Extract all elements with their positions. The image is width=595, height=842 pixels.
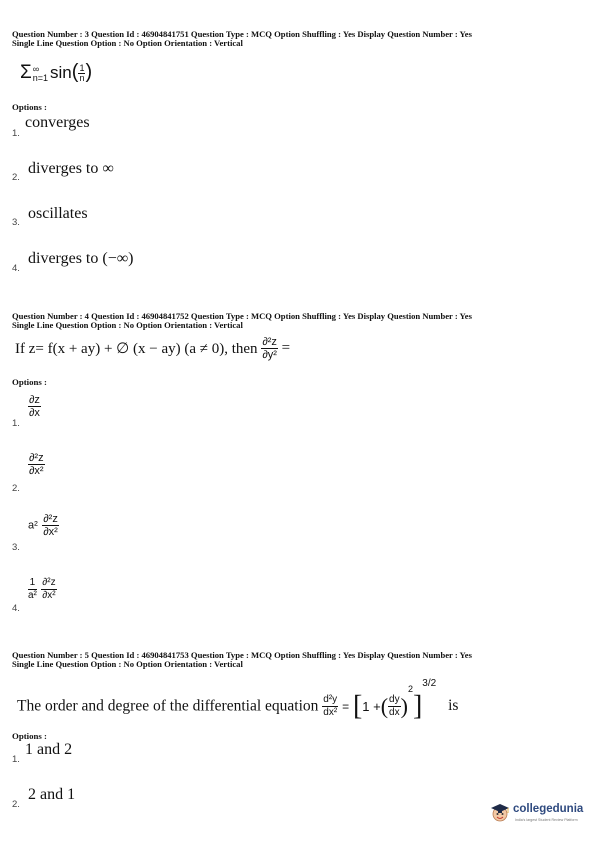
stem-text: If z= f(x + ay) + ∅ (x − ay) (a ≠ 0), then	[15, 341, 258, 357]
logo-tagline: India's largest Student Review Platform	[515, 818, 578, 822]
inner-fraction-numerator: dy	[389, 693, 400, 705]
question-4-header-line1: Question Number : 4 Question Id : 46904841752 Question Type : MCQ Option Shuffling : Yes Display Question Number : Yes	[12, 311, 472, 321]
option-fraction-numerator: ∂²z	[29, 452, 44, 464]
option-text: 1 and 2	[25, 741, 73, 758]
option-fraction-denominator: ∂x²	[42, 590, 56, 601]
option-number: 2.	[12, 172, 20, 183]
stem-fraction-numerator: ∂²z	[262, 336, 277, 348]
option-number: 3.	[12, 217, 20, 228]
option-coefficient: a²	[28, 519, 38, 532]
option-fraction-denominator: ∂x²	[29, 465, 44, 477]
question-3-stem: Σ ∞ n=1 sin( $\frac{1}{n}$ )	[20, 61, 93, 84]
sigma-symbol: Σ	[20, 62, 32, 83]
question-3-header-line2: Single Line Question Option : No Option Orientation : Vertical	[12, 38, 243, 48]
option-coefficient-numerator: 1	[29, 577, 36, 588]
question-5-options-label: Options :	[12, 731, 47, 741]
option-math	[28, 577, 57, 602]
stem-equals: =	[281, 340, 291, 356]
option-fraction-numerator: ∂z	[29, 394, 40, 406]
question-5-header-line1: Question Number : 5 Question Id : 46904841753 Question Type : MCQ Option Shuffling : Yes Display Question Number : Yes	[12, 650, 472, 660]
stem-fraction-numerator: d²y	[323, 693, 338, 705]
question-4-stem	[15, 336, 290, 361]
option-text: diverges to (−∞)	[28, 250, 134, 267]
question-5-header-line2: Single Line Question Option : No Option Orientation : Vertical	[12, 659, 243, 669]
option-fraction-denominator: ∂x	[29, 407, 40, 419]
option-math	[28, 394, 41, 419]
stem-fraction-numerator: 1	[79, 63, 85, 74]
stem-one-plus: 1 +	[362, 698, 381, 714]
logo-text: collegedunia	[513, 803, 584, 815]
stem-fraction-denominator: ∂y²	[262, 349, 277, 361]
stem-fraction-denominator: n	[79, 73, 85, 84]
inner-exponent: 2	[407, 684, 413, 694]
question-4-options-label: Options :	[12, 377, 47, 387]
option-text: converges	[25, 114, 90, 131]
option-fraction-numerator: ∂²z	[43, 513, 58, 525]
inner-fraction-denominator: dx	[389, 706, 400, 718]
option-number: 1.	[12, 128, 20, 139]
option-number: 2.	[12, 483, 20, 494]
option-math	[28, 452, 45, 477]
option-text: diverges to ∞	[28, 160, 114, 177]
option-number: 1.	[12, 754, 20, 765]
collegedunia-logo	[489, 799, 589, 825]
option-number: 2.	[12, 799, 20, 810]
option-coefficient-denominator: a²	[28, 590, 37, 601]
sum-lower-limit: n=1	[32, 72, 49, 83]
option-number: 1.	[12, 418, 20, 429]
option-fraction-numerator: ∂²z	[42, 577, 56, 588]
sum-upper-limit: ∞	[32, 63, 40, 74]
sin-function: sin	[50, 63, 72, 82]
question-5-stem: The order and degree of the differential equation $\frac{\text{d²y}}{\text{dx²}}$ = [1 +( $\frac{dy}{dx}$ )$^2$]$^{3/2}$ is	[17, 678, 459, 722]
option-number: 3.	[12, 542, 20, 553]
option-number: 4.	[12, 263, 20, 274]
question-4-header-line2: Single Line Question Option : No Option Orientation : Vertical	[12, 320, 243, 330]
option-math	[28, 513, 59, 538]
option-fraction-denominator: ∂x²	[43, 526, 58, 538]
outer-exponent: 3/2	[422, 678, 437, 689]
stem-fraction-denominator: dx²	[323, 706, 338, 718]
stem-equals: =	[342, 699, 350, 714]
option-text: oscillates	[28, 205, 88, 222]
question-3-options-label: Options :	[12, 102, 47, 112]
option-number: 4.	[12, 603, 20, 614]
option-text: 2 and 1	[28, 786, 76, 803]
stem-tail: is	[448, 697, 459, 715]
graduate-mascot-icon	[489, 801, 511, 823]
question-3-header-line1: Question Number : 3 Question Id : 46904841751 Question Type : MCQ Option Shuffling : Yes Display Question Number : Yes	[12, 29, 472, 39]
stem-text: The order and degree of the differential equation	[17, 697, 319, 715]
